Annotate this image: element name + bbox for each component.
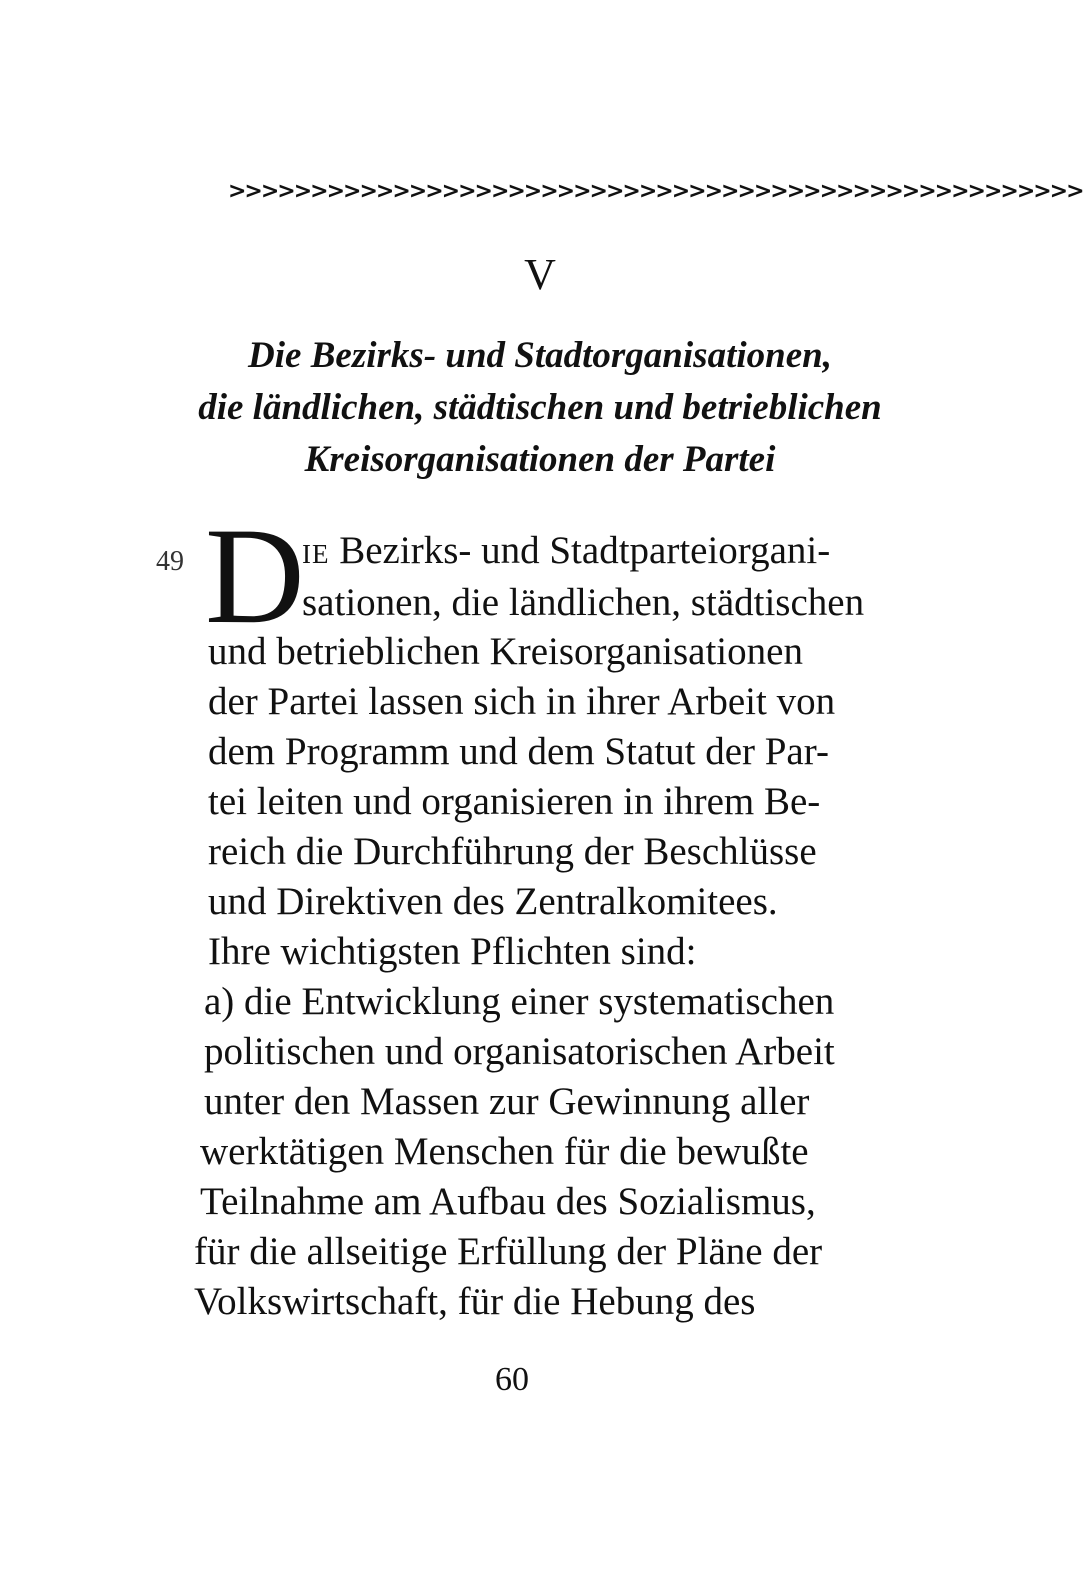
body-line-15: für die allseitige Erfüllung der Pläne der	[194, 1230, 823, 1273]
body-line-13: werktätigen Menschen für die bewußte	[200, 1130, 809, 1173]
chapter-heading	[180, 330, 900, 486]
body-line-11: politischen und organisatorischen Arbeit	[204, 1030, 835, 1073]
heading-line-1: Die Bezirks- und Stadtorganisationen,	[248, 335, 832, 376]
heading-line-3: Kreisorganisationen der Partei	[304, 439, 776, 480]
ornament-rule: >>>>>>>>>>>>>>>>>>>>>>>>>>>>>>>>>>>>>>>>>>>>>>>>>>>>	[228, 179, 1083, 204]
chapter-number: V	[524, 250, 556, 299]
drop-cap: D	[205, 499, 305, 652]
body-line-2: sationen, die ländlichen, städtischen	[302, 581, 865, 624]
body-line-3: und betrieblichen Kreisorganisationen	[208, 630, 803, 673]
body-line-10: a) die Entwicklung einer systematischen	[204, 980, 835, 1023]
heading-line-2: die ländlichen, städtischen und betrieblichen	[198, 387, 882, 428]
first-word-smallcaps: ie	[302, 529, 330, 572]
paragraph-number: 49	[156, 546, 184, 577]
body-line-7: reich die Durchführung der Beschlüsse	[208, 830, 817, 873]
page-number: 60	[495, 1361, 529, 1398]
body-line-1-text: Bezirks- und Stadtparteiorgani-	[339, 529, 831, 572]
body-line-12: unter den Massen zur Gewinnung aller	[204, 1080, 810, 1123]
body-line-14: Teilnahme am Aufbau des Sozialismus,	[200, 1180, 816, 1223]
body-line-8: und Direktiven des Zentralkomitees.	[208, 880, 778, 923]
body-line-5: dem Programm und dem Statut der Par-	[208, 730, 829, 773]
body-line-9: Ihre wichtigsten Pflichten sind:	[208, 930, 697, 973]
body-line-4: der Partei lassen sich in ihrer Arbeit von	[208, 680, 836, 723]
body-line-1	[302, 526, 830, 576]
body-line-16: Volkswirtschaft, für die Hebung des	[194, 1280, 756, 1323]
body-line-6: tei leiten und organisieren in ihrem Be-	[208, 780, 821, 823]
